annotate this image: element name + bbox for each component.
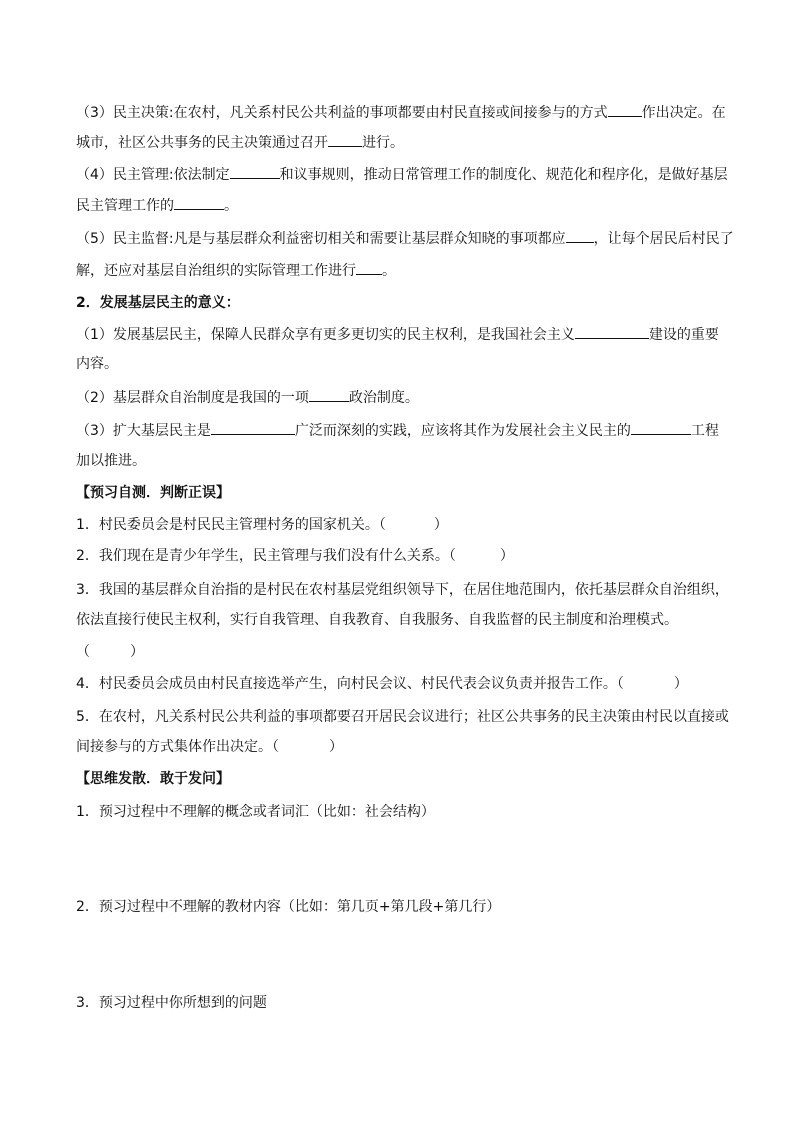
judge-question-3-line-3: [76, 642, 144, 662]
judge-question-3-close: ）: [130, 644, 144, 660]
item-5-line-2: [76, 260, 396, 281]
blank-3b[interactable]: [328, 132, 362, 147]
thinking-prompt-3: 3．预习过程中你所想到的问题: [76, 995, 267, 1011]
item-3-text-b: 作出决定。在: [641, 105, 726, 121]
judge-question-1-close: ）: [433, 517, 448, 533]
item-5-text-d: 。: [382, 263, 396, 279]
item-3-text-d: 进行。: [362, 135, 404, 151]
item-3-line-1: [76, 102, 726, 123]
significance-1-line-2: 内容。: [76, 356, 118, 372]
item-4-text-d: 。: [224, 198, 238, 214]
judge-question-5-text: 间接参与的方式集体作出决定。（: [76, 739, 279, 755]
thinking-heading: 【思维发散．敢于发问】: [76, 771, 230, 787]
item-4-text-b: 和议事规则，推动日常管理工作的制度化、规范化和程序化，是做好基层: [279, 167, 728, 183]
blank-5a[interactable]: [566, 228, 594, 243]
item-5-text-b: ，让每个居民后村民了: [593, 231, 734, 247]
item-4-text-c: 民主管理工作的: [76, 198, 174, 214]
blank-5b[interactable]: [356, 260, 382, 275]
significance-1-text-b: 建设的重要: [648, 327, 719, 343]
item-4-line-1: [76, 164, 728, 185]
item-3-text-a: （3）民主决策:在农村，凡关系村民公共利益的事项都要由村民直接或间接参与的方式: [76, 105, 608, 121]
item-4-text-a: （4）民主管理:依法制定: [76, 167, 230, 183]
judge-question-3-line-2: 依法直接行使民主权利，实行自我管理、自我教育、自我服务、自我监督的民主制度和治理模式。: [76, 612, 678, 628]
significance-3-line-1: [76, 420, 719, 441]
judge-question-3-line-1: 3．我国的基层群众自治指的是村民在农村基层党组织领导下，在居住地范围内，依托基层群众自治组织，: [76, 582, 729, 598]
item-5-text-c: 解，还应对基层自治组织的实际管理工作进行: [76, 263, 356, 279]
significance-3-line-2: 加以推进。: [76, 453, 146, 469]
section-2-heading: 2．发展基层民主的意义：: [76, 295, 240, 311]
judge-question-2: [76, 546, 514, 566]
significance-3-text-a: （3）扩大基层民主是: [76, 423, 211, 439]
item-3-line-2: [76, 132, 404, 153]
judge-question-5-line-1: 5．在农村，凡关系村民公共利益的事项都要召开居民会议进行；社区公共事务的民主决策由村民以直接或: [76, 709, 729, 725]
judge-question-5-line-2: [76, 737, 343, 757]
thinking-prompt-1: 1．预习过程中不理解的概念或者词汇（比如：社会结构）: [76, 804, 435, 820]
significance-1-line-1: [76, 324, 719, 345]
judge-question-4-text: 4．村民委员会成员由村民直接选举产生，向村民会议、村民代表会议负责并报告工作。（: [76, 676, 624, 692]
blank-s2[interactable]: [309, 387, 349, 402]
blank-4a[interactable]: [230, 164, 280, 179]
item-3-text-c: 城市，社区公共事务的民主决策通过召开: [76, 135, 328, 151]
blank-3a[interactable]: [608, 102, 642, 117]
blank-4b[interactable]: [174, 195, 224, 210]
judge-question-1: [76, 515, 448, 535]
significance-2-text-a: （2）基层群众自治制度是我国的一项: [76, 390, 309, 406]
blank-s1[interactable]: [575, 324, 649, 339]
self-test-heading: 【预习自测．判断正误】: [76, 485, 230, 501]
blank-s3a[interactable]: [211, 420, 295, 435]
judge-question-5-close: ）: [329, 739, 343, 755]
judge-question-2-text: 2．我们现在是青少年学生，民主管理与我们没有什么关系。（: [76, 548, 456, 564]
blank-s3b[interactable]: [631, 420, 691, 435]
significance-2-line: [76, 387, 419, 408]
item-5-line-1: [76, 228, 734, 249]
item-4-line-2: [76, 195, 238, 216]
judge-question-1-text: 1．村民委员会是村民民主管理村务的国家机关。（: [76, 517, 386, 533]
judge-question-3-open: （: [76, 644, 90, 660]
significance-3-text-c: 工程: [690, 423, 719, 439]
item-5-text-a: （5）民主监督:凡是与基层群众利益密切相关和需要让基层群众知晓的事项都应: [76, 231, 566, 247]
significance-3-text-b: 广泛而深刻的实践，应该将其作为发展社会主义民主的: [294, 423, 631, 439]
judge-question-4: [76, 674, 688, 694]
significance-1-text-a: （1）发展基层民主，保障人民群众享有更多更切实的民主权利，是我国社会主义: [76, 327, 575, 343]
judge-question-2-close: ）: [499, 548, 514, 564]
judge-question-4-close: ）: [673, 676, 688, 692]
significance-2-text-b: 政治制度。: [348, 390, 419, 406]
thinking-prompt-2: 2．预习过程中不理解的教材内容（比如：第几页+第几段+第几行）: [76, 899, 501, 915]
